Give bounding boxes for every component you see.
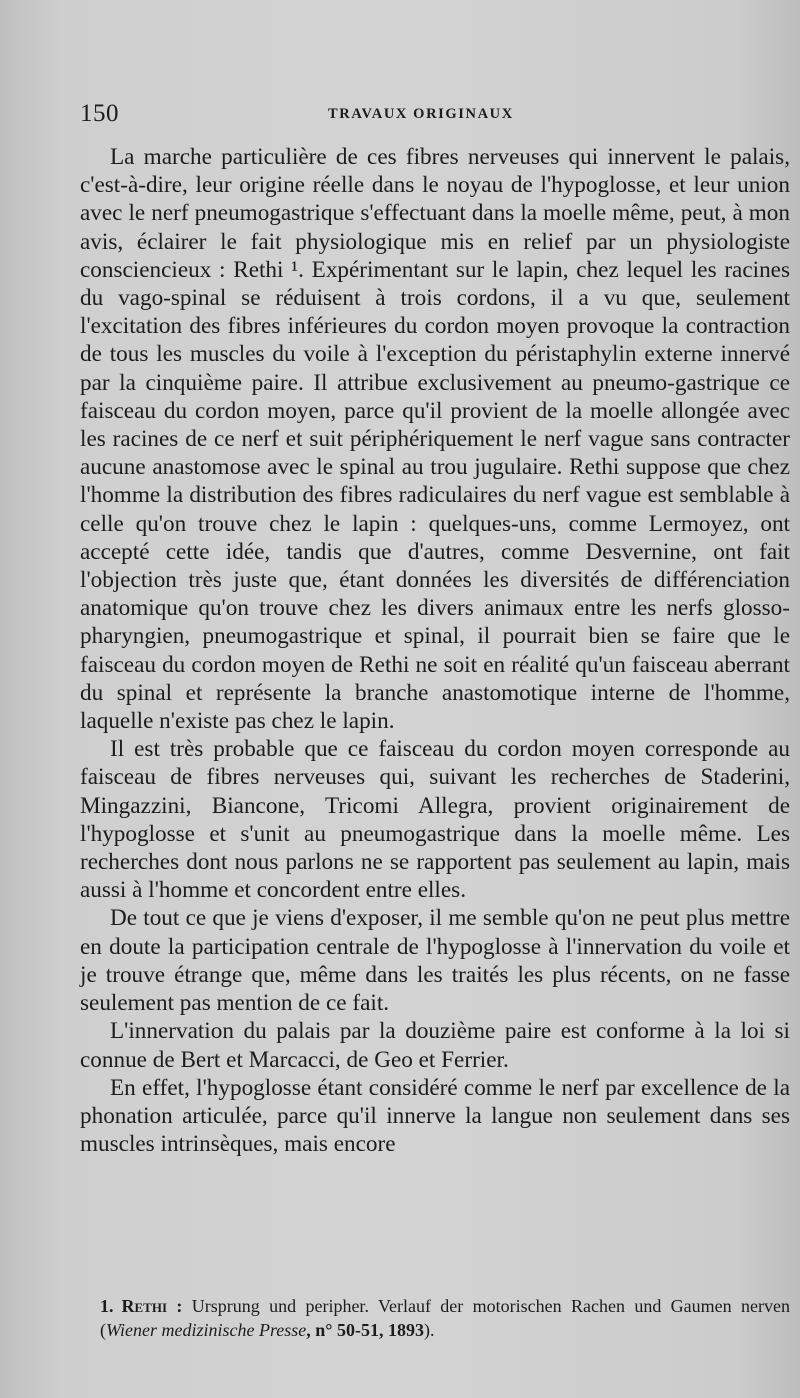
footnote-journal: Wiener medizinische Presse	[106, 1320, 307, 1340]
paragraph: L'innervation du palais par la douzième paire est conforme à la loi si connue de Bert et Marcacci, de Geo et Ferrier.	[80, 1018, 790, 1073]
page-header	[80, 96, 780, 136]
body-text	[80, 143, 790, 1158]
footnote-label: 1.	[100, 1296, 114, 1316]
footnote-issue: , n° 50-51, 1893	[306, 1320, 424, 1340]
paragraph: En effet, l'hypoglosse étant considéré comme le nerf par excellence de la phonation articulée, parce qu'il innerve la langue non seulement dans ses muscles intrinsèques, mais encore	[80, 1074, 790, 1158]
running-title: TRAVAUX ORIGINAUX	[328, 106, 514, 122]
footnote	[100, 1294, 790, 1342]
footnote-closing: ).	[424, 1320, 435, 1340]
paragraph: De tout ce que je viens d'exposer, il me semble qu'on ne peut plus mettre en doute la participation centrale de l'hypoglosse à l'innervation du voile et je trouve étrange que, même dans les traités les plus récents, on ne fasse seulement pas mention de ce fait.	[80, 905, 790, 1017]
paragraph: La marche particulière de ces fibres nerveuses qui innervent le palais, c'est-à-dire, leur origine réelle dans le noyau de l'hypoglosse, et leur union avec le nerf pneumogastrique s'effectuant dans la moelle même, peut, à mon avis, éclairer le fait physiologique mis en relief par un physiologiste consciencieux : Rethi ¹. Expérimentant sur le lapin, chez lequel les racines du vago-spinal se réduisent à trois cordons, il a vu que, seulement l'excitation des fibres inférieures du cordon moyen provoque la contraction de tous les muscles du voile à l'exception du péristaphylin externe innervé par la cinquième paire. Il attribue exclusivement au pneumo-gastrique ce faisceau du cordon moyen, parce qu'il provient de la moelle allongée avec les racines de ce nerf et suit périphériquement le nerf vague sans contracter aucune anastomose avec le spinal au trou jugulaire. Rethi suppose que chez l'homme la distribution des fibres radiculaires du nerf vague est semblable à celle qu'on trouve chez le lapin : quelques-uns, comme Lermoyez, ont accepté cette idée, tandis que d'autres, comme Desvernine, ont fait l'objection très juste que, étant données les diversités de différenciation anatomique qu'on trouve chez les divers animaux entre les nerfs glosso-pharyngien, pneumogastrique et spinal, il pourrait bien se faire que le faisceau du cordon moyen de Rethi ne soit en réalité qu'un faisceau aberrant du spinal et représente la branche anastomotique interne de l'homme, laquelle n'existe pas chez le lapin.	[80, 144, 790, 735]
footnote-title: Ursprung und peripher. Verlauf der motorischen Rachen und Gaumen nerven (	[100, 1296, 790, 1340]
paragraph: Il est très probable que ce faisceau du cordon moyen corresponde au faisceau de fibres nerveuses qui, suivant les recherches de Staderini, Mingazzini, Biancone, Tricomi Allegra, provient originairement de l'hypoglosse et s'unit au pneumogastrique dans la moelle même. Les recherches dont nous parlons ne se rapportent pas seulement au lapin, mais aussi à l'homme et concordent entre elles.	[80, 736, 790, 904]
page-number: 150	[80, 100, 119, 127]
footnote-author: Rethi :	[121, 1296, 183, 1316]
